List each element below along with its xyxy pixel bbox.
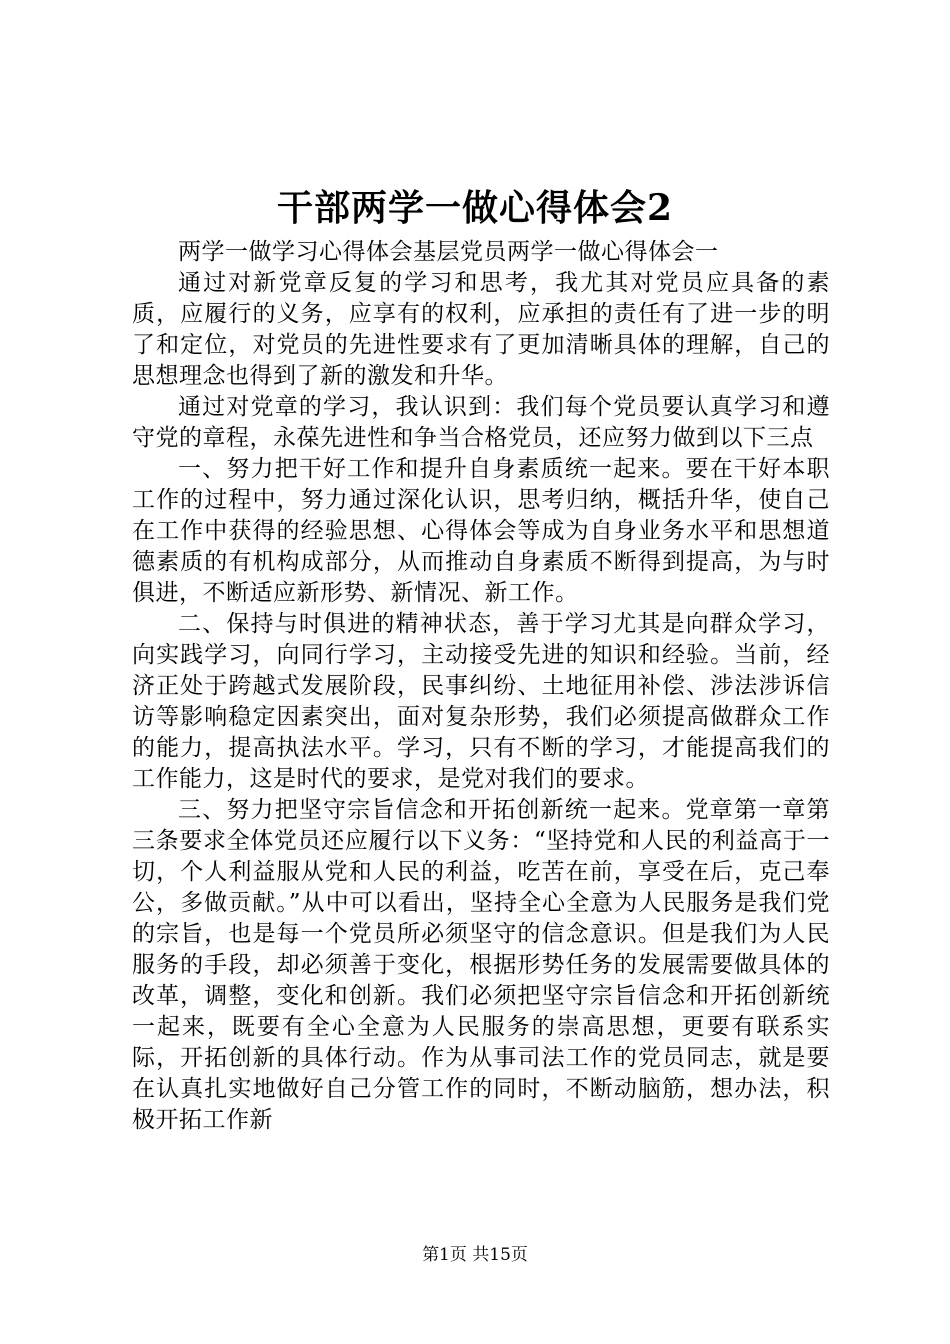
- paragraph-subtitle: 两学一做学习心得体会基层党员两学一做心得体会一: [178, 239, 719, 265]
- document-title: 干部两学一做心得体会2: [276, 187, 674, 229]
- paragraph-point-1: 一、努力把干好工作和提升自身素质统一起来。要在干好本职工作的过程中，努力通过深化认识，思考归纳，概括升华，使自己在工作中获得的经验思想、心得体会等成为自身业务水平和思想道德素质的有机构成部分，从而推动自身素质不断得到提高，为与时俱进，不断适应新形势、新情况、新工作。: [132, 456, 830, 606]
- paragraph-1: 通过对新党章反复的学习和思考，我尤其对党员应具备的素质，应履行的义务，应享有的权利，应承担的责任有了进一步的明了和定位，对党员的先进性要求有了更加清晰具体的理解，自己的思想理念也得到了新的激发和升华。: [132, 270, 830, 389]
- document-body: [132, 237, 830, 1136]
- paragraph-2: 通过对党章的学习，我认识到：我们每个党员要认真学习和遵守党的章程，永葆先进性和争当合格党员，还应努力做到以下三点: [132, 394, 830, 451]
- paragraph-point-3: 三、努力把坚守宗旨信念和开拓创新统一起来。党章第一章第三条要求全体党员还应履行以下义务：“坚持党和人民的利益高于一切，个人利益服从党和人民的利益，吃苦在前，享受在后，克己奉公，多做贡献。”从中可以看出，坚持全心全意为人民服务是我们党的宗旨，也是每一个党员所必须坚守的信念意识。但是我们为人民服务的手段，却必须善于变化，根据形势任务的发展需要做具体的改革，调整，变化和创新。我们必须把坚守宗旨信念和开拓创新统一起来，既要有全心全意为人民服务的崇高思想，更要有联系实际，开拓创新的具体行动。作为从事司法工作的党员同志，就是要在认真扎实地做好自己分管工作的同时，不断动脑筋，想办法，积极开拓工作新: [132, 797, 830, 1133]
- page-number-footer: 第1页 共15页: [422, 1245, 528, 1265]
- paragraph-point-2: 二、保持与时俱进的精神状态，善于学习尤其是向群众学习，向实践学习，向同行学习，主动接受先进的知识和经验。当前，经济正处于跨越式发展阶段，民事纠纷、土地征用补偿、涉法涉诉信访等影响稳定因素突出，面对复杂形势，我们必须提高做群众工作的能力，提高执法水平。学习，只有不断的学习，才能提高我们的工作能力，这是时代的要求，是党对我们的要求。: [132, 611, 830, 792]
